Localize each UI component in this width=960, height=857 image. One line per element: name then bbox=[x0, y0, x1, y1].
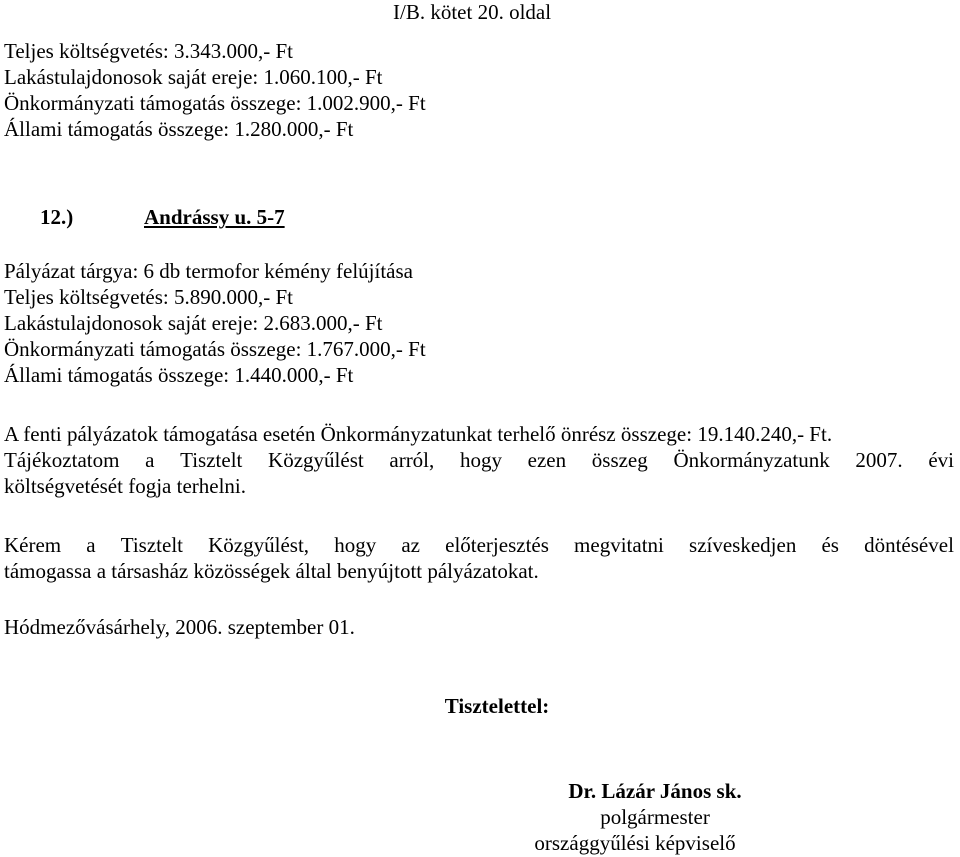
closing-greeting: Tisztelettel: bbox=[444, 694, 550, 718]
section-number: 12.) bbox=[40, 205, 74, 229]
municipal-support-line: Önkormányzati támogatás összege: 1.002.900,- Ft bbox=[4, 91, 426, 115]
word: előterjesztés bbox=[445, 533, 549, 557]
state-support-line: Állami támogatás összege: 1.440.000,- Ft bbox=[4, 363, 354, 387]
word: megvitatni bbox=[574, 533, 664, 557]
word: összeg bbox=[591, 448, 648, 472]
state-support-line: Állami támogatás összege: 1.280.000,- Ft bbox=[4, 117, 354, 141]
place-and-date: Hódmezővásárhely, 2006. szeptember 01. bbox=[4, 615, 355, 639]
word: hogy bbox=[459, 448, 502, 472]
word: és bbox=[821, 533, 839, 557]
word: döntésével bbox=[864, 533, 954, 557]
word: a bbox=[145, 448, 155, 472]
signatory-name: Dr. Lázár János sk. bbox=[568, 779, 742, 803]
project-subject-line: Pályázat tárgya: 6 db termofor kémény felújítása bbox=[4, 259, 413, 283]
word: arról, bbox=[389, 448, 435, 472]
summary-line-1: A fenti pályázatok támogatása esetén Önkormányzatunkat terhelő önrész összege: 19.140.240,- Ft. bbox=[4, 422, 833, 446]
word: Tisztelt bbox=[120, 533, 183, 557]
signatory-title: polgármester bbox=[600, 805, 710, 829]
word: szíveskedjen bbox=[689, 533, 797, 557]
word: évi bbox=[928, 448, 954, 472]
word: a bbox=[86, 533, 96, 557]
word: 2007. bbox=[855, 448, 903, 472]
word: Tájékoztatom bbox=[4, 448, 120, 472]
page-reference: I/B. kötet 20. oldal bbox=[393, 0, 552, 24]
word: Közgyűlést, bbox=[208, 533, 310, 557]
total-budget-line: Teljes költségvetés: 3.343.000,- Ft bbox=[4, 39, 293, 63]
word: Közgyűlést bbox=[268, 448, 364, 472]
word: az bbox=[401, 533, 420, 557]
signatory-role: országgyűlési képviselő bbox=[534, 831, 736, 855]
summary-line-3: költségvetését fogja terhelni. bbox=[4, 474, 247, 498]
total-budget-line: Teljes költségvetés: 5.890.000,- Ft bbox=[4, 285, 293, 309]
summary-line-2 bbox=[4, 447, 954, 473]
word: ezen bbox=[527, 448, 567, 472]
word: Önkormányzatunk bbox=[673, 448, 830, 472]
word: hogy bbox=[334, 533, 377, 557]
request-line-2: támogassa a társasház közösségek által benyújtott pályázatokat. bbox=[4, 559, 539, 583]
owners-contribution-line: Lakástulajdonosok saját ereje: 1.060.100,- Ft bbox=[4, 65, 383, 89]
word: Tisztelt bbox=[180, 448, 243, 472]
word: Kérem bbox=[4, 533, 62, 557]
section-address: Andrássy u. 5-7 bbox=[144, 205, 285, 229]
municipal-support-line: Önkormányzati támogatás összege: 1.767.000,- Ft bbox=[4, 337, 426, 361]
owners-contribution-line: Lakástulajdonosok saját ereje: 2.683.000,- Ft bbox=[4, 311, 383, 335]
request-line-1 bbox=[4, 532, 954, 558]
